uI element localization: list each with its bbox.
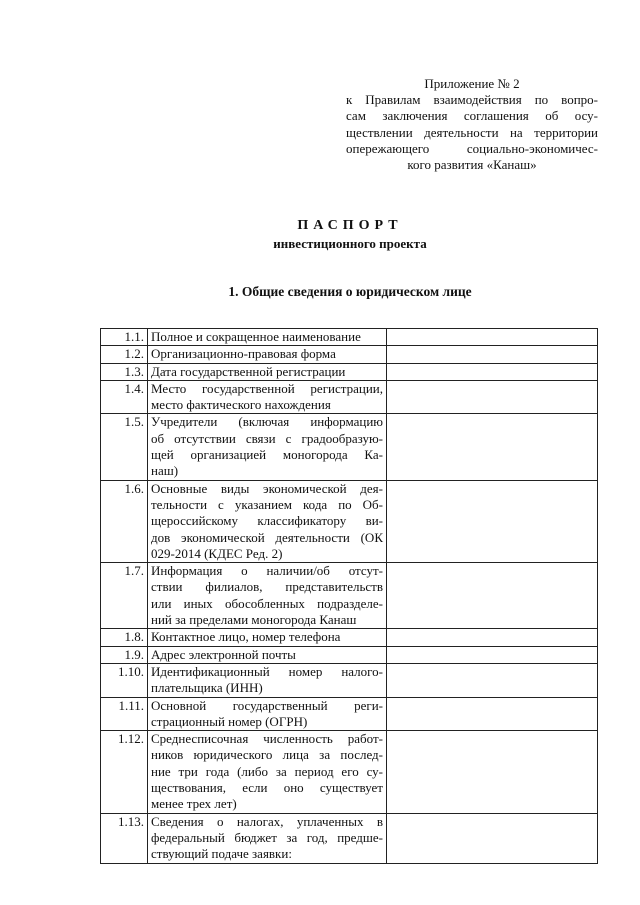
- table-row: [101, 346, 598, 363]
- row-label-line: ствующий подаче заявки:: [151, 846, 292, 862]
- row-label-line: Учредители (включая информацию: [151, 414, 383, 430]
- table-row: [101, 380, 598, 414]
- row-label: [148, 329, 387, 346]
- row-label: [148, 697, 387, 731]
- row-label-line: Среднесписочная численность работ-: [151, 731, 383, 747]
- row-label-line: или иных обособленных подразделе-: [151, 595, 383, 611]
- row-number: 1.10.: [101, 663, 148, 697]
- row-label-line: ников юридического лица за послед-: [151, 747, 383, 763]
- table-row: [101, 329, 598, 346]
- row-value-cell[interactable]: [387, 563, 598, 629]
- table-row: [101, 563, 598, 629]
- row-label: [148, 346, 387, 363]
- appendix-line: кого развития «Канаш»: [407, 157, 537, 173]
- row-label-line: ствии филиалов, представительств: [151, 579, 383, 595]
- row-label-line: федеральный бюджет за год, предше-: [151, 829, 383, 845]
- row-label-line: Основные виды экономической дея-: [151, 480, 383, 496]
- row-label-line: ществования, если оно существует: [151, 780, 383, 796]
- row-value-cell[interactable]: [387, 380, 598, 414]
- row-value-cell[interactable]: [387, 346, 598, 363]
- row-label-line: страционный номер (ОГРН): [151, 713, 308, 729]
- row-label-line: Контактное лицо, номер телефона: [151, 629, 341, 645]
- row-value-cell[interactable]: [387, 813, 598, 863]
- row-label-line: дов экономической деятельности (ОК: [151, 529, 383, 545]
- row-number: 1.9.: [101, 646, 148, 663]
- row-label-line: ние три года (либо за период его су-: [151, 763, 383, 779]
- row-label-line: 029-2014 (КДЕС Ред. 2): [151, 545, 283, 561]
- row-number: 1.7.: [101, 563, 148, 629]
- row-label: [148, 563, 387, 629]
- table-row: [101, 629, 598, 646]
- table-row: [101, 813, 598, 863]
- table-row: [101, 731, 598, 813]
- row-label: [148, 380, 387, 414]
- row-number: 1.2.: [101, 346, 148, 363]
- row-number: 1.6.: [101, 480, 148, 562]
- appendix-title: Приложение № 2: [424, 76, 520, 91]
- row-label: [148, 663, 387, 697]
- row-label-line: тельности с указанием кода по Об-: [151, 496, 383, 512]
- row-value-cell[interactable]: [387, 629, 598, 646]
- row-label-line: место фактического нахождения: [151, 397, 331, 413]
- row-label-line: Организационно-правовая форма: [151, 346, 336, 362]
- row-value-cell[interactable]: [387, 329, 598, 346]
- row-label-line: Полное и сокращенное наименование: [151, 329, 361, 344]
- row-label-line: Сведения о налогах, уплаченных в: [151, 813, 383, 829]
- table-row: [101, 414, 598, 480]
- table-row: [101, 663, 598, 697]
- row-label-line: Адрес электронной почты: [151, 646, 296, 662]
- row-label: [148, 646, 387, 663]
- row-number: 1.12.: [101, 731, 148, 813]
- table-row: [101, 480, 598, 562]
- table-row: [101, 363, 598, 380]
- row-label-line: менее трех лет): [151, 796, 237, 812]
- row-label: [148, 414, 387, 480]
- row-number: 1.5.: [101, 414, 148, 480]
- row-label: [148, 731, 387, 813]
- appendix-line: опережающего социально-экономичес-: [346, 140, 598, 156]
- row-label: [148, 480, 387, 562]
- row-number: 1.1.: [101, 329, 148, 346]
- row-label-line: щей организацией моногорода Ка-: [151, 447, 383, 463]
- passport-table: [100, 328, 598, 864]
- row-number: 1.4.: [101, 380, 148, 414]
- row-label: [148, 629, 387, 646]
- row-label: [148, 363, 387, 380]
- appendix-line: ществлении деятельности на территории: [346, 124, 598, 140]
- row-label-line: ний за пределами моногорода Канаш: [151, 612, 357, 628]
- row-label-line: плательщика (ИНН): [151, 680, 263, 696]
- appendix-line: к Правилам взаимодействия по вопро-: [346, 92, 598, 108]
- row-label-line: Идентификационный номер налого-: [151, 663, 383, 679]
- table-row: [101, 697, 598, 731]
- document-subtitle: инвестиционного проекта: [273, 236, 427, 251]
- row-number: 1.8.: [101, 629, 148, 646]
- row-label-line: Дата государственной регистрации: [151, 363, 346, 379]
- appendix-header: [346, 76, 598, 173]
- row-value-cell[interactable]: [387, 414, 598, 480]
- row-value-cell[interactable]: [387, 480, 598, 562]
- row-number: 1.13.: [101, 813, 148, 863]
- row-value-cell[interactable]: [387, 646, 598, 663]
- row-label-line: Место государственной регистрации,: [151, 380, 383, 396]
- row-value-cell[interactable]: [387, 663, 598, 697]
- row-label-line: об отсутствии связи с градообразую-: [151, 430, 383, 446]
- row-label: [148, 813, 387, 863]
- section-title: 1. Общие сведения о юридическом лице: [228, 284, 472, 299]
- row-value-cell[interactable]: [387, 363, 598, 380]
- row-label-line: наш): [151, 463, 179, 479]
- row-value-cell[interactable]: [387, 697, 598, 731]
- row-number: 1.11.: [101, 697, 148, 731]
- row-label-line: Основной государственный реги-: [151, 697, 383, 713]
- row-label-line: Информация о наличии/об отсут-: [151, 563, 383, 579]
- appendix-line: сам заключения соглашения об осу-: [346, 108, 598, 124]
- row-number: 1.3.: [101, 363, 148, 380]
- row-label-line: щероссийскому классификатору ви-: [151, 513, 383, 529]
- row-value-cell[interactable]: [387, 731, 598, 813]
- table-row: [101, 646, 598, 663]
- document-title: ПАСПОРТ: [297, 218, 403, 233]
